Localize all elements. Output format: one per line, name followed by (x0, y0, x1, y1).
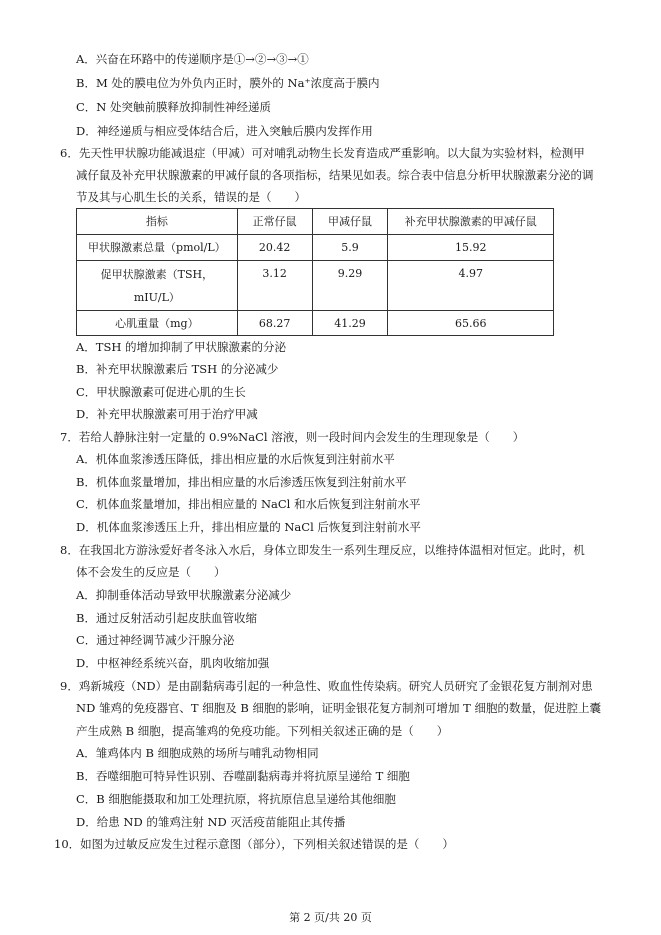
q8-stem-line-1: 8．在我国北方游泳爱好者冬泳入水后，身体立即发生一系列生理反应，以维持体温相对恒定。此时，机 (60, 543, 585, 557)
q10-stem: 10．如图为过敏反应发生过程示意图（部分），下列相关叙述错误的是（ ） (54, 837, 454, 851)
q8-option-d: D．中枢神经系统兴奋，肌肉收缩加强 (76, 656, 270, 670)
q9-option-a: A．雏鸡体内 B 细胞成熟的场所与哺乳动物相同 (76, 746, 319, 760)
table-cell: 9.29 (312, 261, 388, 311)
q6-stem-line-1: 6．先天性甲状腺功能减退症（甲减）可对哺乳动物生长发育造成严重影响。以大鼠为实验材料，检测甲 (60, 146, 585, 160)
q7-stem: 7．若给人静脉注射一定量的 0.9%NaCl 溶液，则一段时间内会发生的生理现象是（ ） (60, 430, 525, 444)
table-cell: 5.9 (312, 235, 388, 261)
table-row (77, 261, 554, 311)
table-header-cell: 指标 (77, 209, 238, 235)
q7-option-b: B．机体血浆量增加，排出相应量的水后渗透压恢复到注射前水平 (76, 475, 407, 489)
q6-option-b: B．补充甲状腺激素后 TSH 的分泌减少 (76, 362, 279, 376)
q9-stem-line-2: ND 雏鸡的免疫器官、T 细胞及 B 细胞的影响，证明金银花复方制剂可增加 T 细胞的数量，促进腔上囊 (76, 701, 602, 715)
q8-option-b: B．通过反射活动引起皮肤血管收缩 (76, 611, 257, 625)
table-cell: 68.27 (237, 311, 312, 336)
table-cell: 4.97 (388, 261, 554, 311)
q8-option-a: A．抑制垂体活动导致甲状腺激素分泌减少 (76, 588, 292, 602)
q8-stem-line-2: 体不会发生的反应是（ ） (76, 565, 226, 579)
table-header-cell: 正常仔鼠 (237, 209, 312, 235)
table-row-label: 心肌重量（mg） (77, 311, 238, 336)
table-row-label (77, 261, 238, 311)
table-cell: 41.29 (312, 311, 388, 336)
table-row-label: 甲状腺激素总量（pmol/L） (77, 235, 238, 261)
q9-option-c: C．B 细胞能摄取和加工处理抗原，将抗原信息呈递给其他细胞 (76, 792, 396, 806)
table-row (77, 311, 554, 336)
q6-stem-line-2: 减仔鼠及补充甲状腺激素的甲减仔鼠的各项指标，结果见如表。综合表中信息分析甲状腺激素分泌的调 (76, 168, 594, 182)
q5-option-d: D．神经递质与相应受体结合后，进入突触后膜内发挥作用 (76, 124, 373, 138)
table-row-label-line-1: 促甲状腺激素（TSH， (100, 267, 214, 281)
page-number-footer: 第 2 页/共 20 页 (289, 911, 372, 924)
q6-stem-line-3: 节及其与心肌生长的关系，错误的是（ ） (76, 190, 306, 204)
q7-option-c: C．机体血浆量增加，排出相应量的 NaCl 和水后恢复到注射前水平 (76, 497, 421, 511)
table-header-cell: 补充甲状腺激素的甲减仔鼠 (388, 209, 554, 235)
table-cell: 65.66 (388, 311, 554, 336)
q6-option-c: C．甲状腺激素可促进心肌的生长 (76, 385, 246, 399)
q9-option-d: D．给患 ND 的雏鸡注射 ND 灭活疫苗能阻止其传播 (76, 815, 346, 829)
table-header-row (77, 209, 554, 235)
q5-option-a: A．兴奋在环路中的传递顺序是①→②→③→① (76, 52, 309, 66)
q5-option-b: B．M 处的膜电位为外负内正时，膜外的 Na⁺浓度高于膜内 (76, 76, 380, 90)
q7-option-d: D．机体血浆渗透压上升，排出相应量的 NaCl 后恢复到注射前水平 (76, 520, 421, 534)
q5-option-c: C．N 处突触前膜释放抑制性神经递质 (76, 100, 272, 114)
q7-option-a: A．机体血浆渗透压降低，排出相应量的水后恢复到注射前水平 (76, 452, 395, 466)
q6-option-d: D．补充甲状腺激素可用于治疗甲减 (76, 407, 258, 421)
q6-option-a: A．TSH 的增加抑制了甲状腺激素的分泌 (76, 340, 287, 354)
table-row-label-line-2: mIU/L） (133, 290, 180, 304)
table-header-cell: 甲减仔鼠 (312, 209, 388, 235)
q8-option-c: C．通过神经调节减少汗腺分泌 (76, 633, 235, 647)
table-row (77, 235, 554, 261)
q9-stem-line-1: 9．鸡新城疫（ND）是由副黏病毒引起的一种急性、败血性传染病。研究人员研究了金银花复方制剂对患 (60, 679, 593, 693)
table-cell: 15.92 (388, 235, 554, 261)
q9-stem-line-3: 产生成熟 B 细胞，提高雏鸡的免疫功能。下列相关叙述正确的是（ ） (76, 724, 449, 738)
q6-data-table (76, 208, 554, 336)
q9-option-b: B．吞噬细胞可特异性识别、吞噬副黏病毒并将抗原呈递给 T 细胞 (76, 769, 410, 783)
table-cell: 20.42 (237, 235, 312, 261)
table-cell: 3.12 (237, 261, 312, 311)
